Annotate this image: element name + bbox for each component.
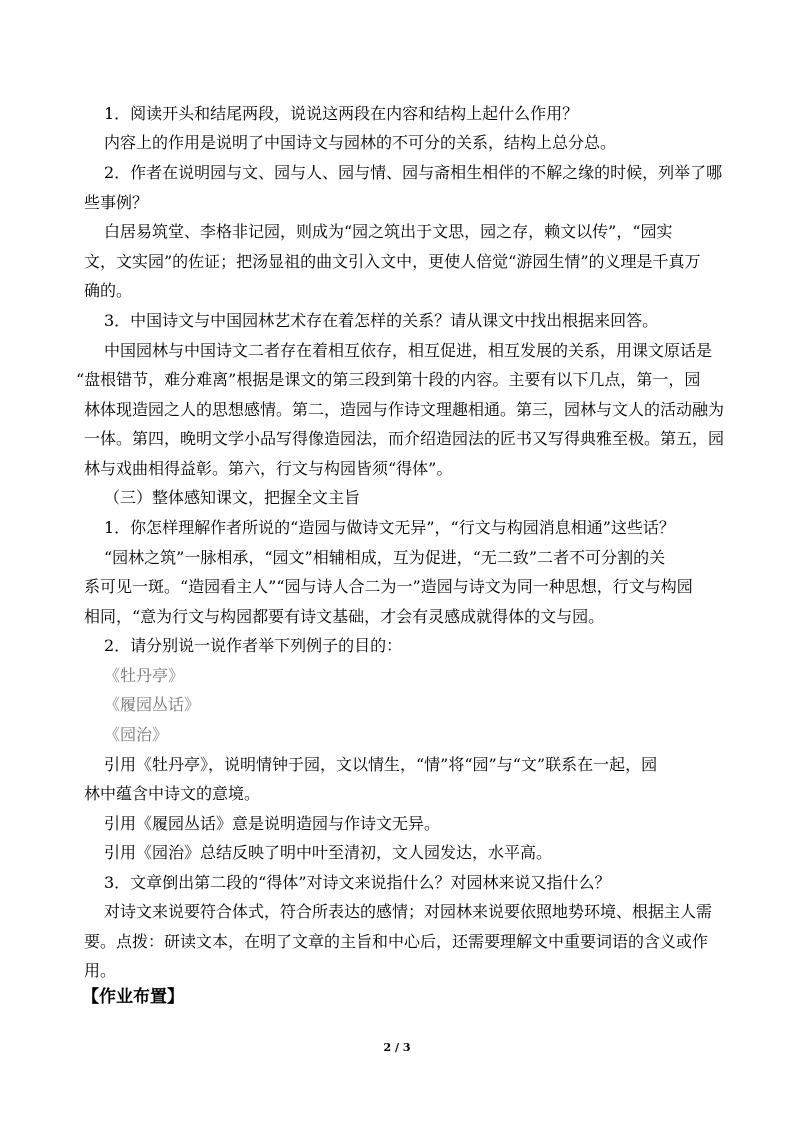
- text-line: 引用《园治》总结反映了明中叶至清初，文人园发达，水平高。: [104, 843, 553, 862]
- text-line: “园林之筑”一脉相承，“园文”相辅相成，互为促进，“无二致”二者不可分割的关: [104, 548, 666, 567]
- text-line: 中国园林与中国诗文二者存在着相互依存，相互促进，相互发展的关系，用课文原话是: [104, 341, 713, 360]
- text-line: 1．阅读开头和结尾两段，说说这两段在内容和结构上起什么作用？: [104, 104, 579, 123]
- text-line: 系可见一斑。“造园看主人”“园与诗人合二为一”造园与诗文为同一种思想，行文与构园: [84, 577, 693, 596]
- text-line: 《履园丛话》: [104, 695, 201, 714]
- text-line: 些事例？: [84, 193, 149, 212]
- text-line: 3．文章倒出第二段的“得体”对诗文来说指什么？对园林来说又指什么？: [104, 873, 611, 892]
- text-line: 一体。第四，晚明文学小品写得像造园法，而介绍造园法的匠书又写得典雅至极。第五，园: [84, 429, 725, 448]
- text-line: 对诗文来说要符合体式，符合所表达的感情；对园林来说要依照地势环境、根据主人需: [104, 902, 713, 921]
- text-line: 2．请分别说一说作者举下列例子的目的：: [104, 636, 403, 655]
- text-line: 《牡丹亭》: [104, 666, 185, 685]
- text-line: 文，文实园”的佐证；把汤显祖的曲文引入文中，更使人倍觉“游园生情”的义理是千真万: [84, 252, 701, 271]
- text-line: 要。点拨：研读文本，在明了文章的主旨和中心后，还需要理解文中重要词语的含义或作: [84, 932, 709, 951]
- text-line: 白居易筑堂、李格非记园，则成为“园之筑出于文思，园之存，赖文以传”，“园实: [104, 222, 673, 241]
- text-line: 引用《履园丛话》意是说明造园与作诗文无异。: [104, 814, 441, 833]
- text-line: 1．你怎样理解作者所说的“造园与做诗文无异”，“行文与构园消息相通”这些话？: [104, 518, 675, 537]
- text-line: “盘根错节，难分难离”根据是课文的第三段到第十段的内容。主要有以下几点，第一，园: [76, 370, 701, 389]
- section-heading-homework: 【作业布置】: [82, 987, 184, 1007]
- text-line: 用。: [84, 961, 117, 980]
- text-line: 3．中国诗文与中国园林艺术存在着怎样的关系？请从课文中找出根据来回答。: [104, 311, 659, 330]
- text-line: 林体现造园之人的思想感情。第二，造园与作诗文理趣相通。第三，园林与文人的活动融为: [84, 400, 725, 419]
- text-line: 内容上的作用是说明了中国诗文与园林的不可分的关系，结构上总分总。: [104, 133, 617, 152]
- text-line: 引用《牡丹亭》，说明情钟于园，文以情生，“情”将“园”与“文”联系在一起，园: [104, 755, 658, 774]
- text-line: （三）整体感知课文，把握全文主旨: [104, 488, 361, 507]
- page-number: 2 / 3: [383, 1041, 411, 1054]
- text-line: 林与戏曲相得益彰。第六，行文与构园皆须“得体”。: [84, 459, 453, 478]
- text-line: 《园治》: [104, 725, 169, 744]
- text-line: 林中蕴含中诗文的意境。: [84, 784, 261, 803]
- text-line: 确的。: [84, 281, 133, 300]
- text-line: 2．作者在说明园与文、园与人、园与情、园与斋相生相伴的不解之缘的时候，列举了哪: [104, 163, 723, 182]
- text-line: 相同，“意为行文与构园都要有诗文基础，才会有灵感成就得体的文与园。: [84, 607, 605, 626]
